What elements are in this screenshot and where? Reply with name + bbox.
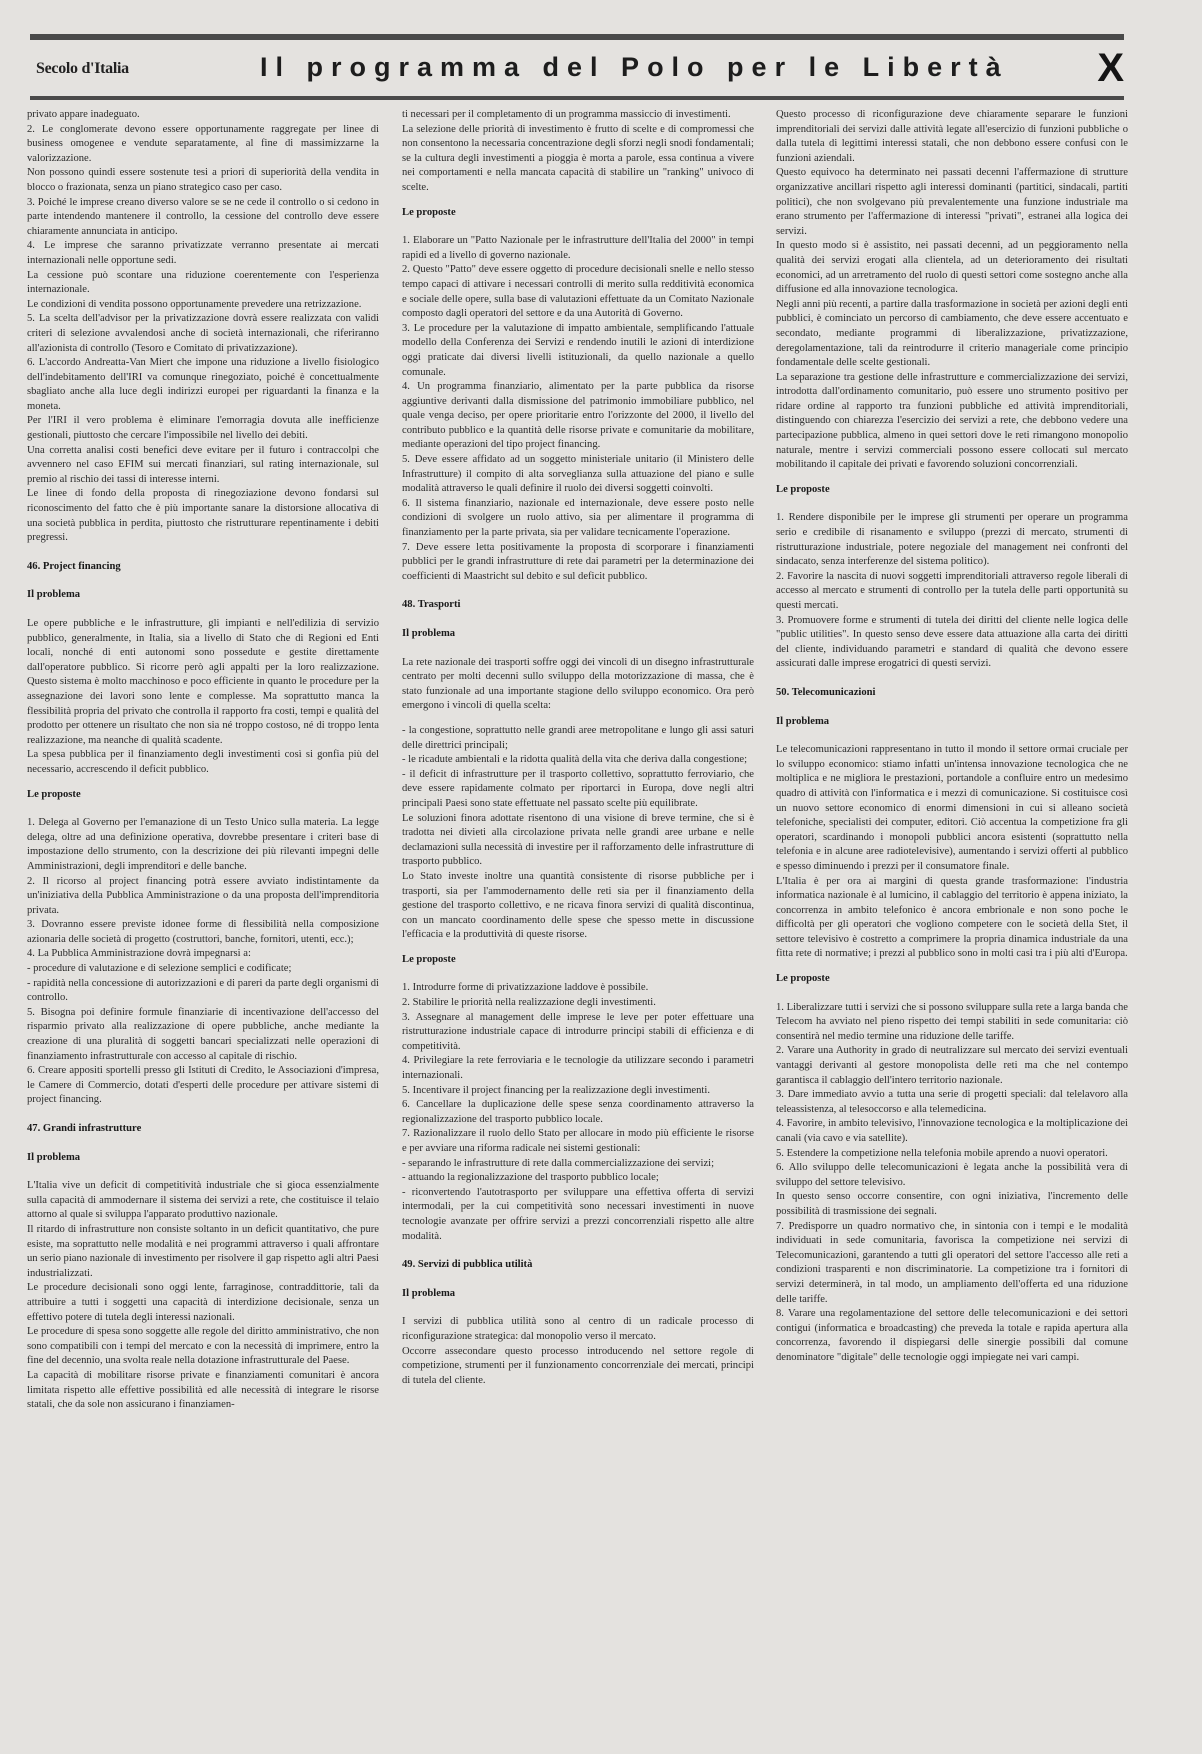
paragraph: In questo modo si è assistito, nei passati decenni, ad un peggioramento nella qualità dei servizi erogati alla clientela, ad un deterioramento dei risultati economici, ad un arretramento del ruolo di questi settori come sostegno anche alla diffusione ed alla innovazione tecnologica. <box>776 240 1128 296</box>
paragraph: 6. Cancellare la duplicazione delle spese senza coordinamento attraverso la regionalizzazione del trasporto pubblico locale. <box>402 1099 754 1125</box>
paragraph: In questo senso occorre consentire, con ogni iniziativa, l'incremento delle possibilità di trasmissione dei segnali. <box>776 1191 1128 1217</box>
spacer <box>402 714 754 724</box>
paragraph: Negli anni più recenti, a partire dalla trasformazione in società per azioni degli enti pubblici, è cominciato un percorso di cambiamento, che deve essere accentuato e secondato, mediante programmi di liberalizzazione, privatizzazione, deregolamentazione, tali da reintrodurre il criterio manageriale come principio fondamentale delle scelte gestionali. <box>776 298 1128 369</box>
paragraph: 5. Bisogna poi definire formule finanziarie di incentivazione dell'accesso del risparmio privato alla realizzazione di opere pubbliche, anche mediante la creazione di una pluralità di soggetti bancari specializzati nelle operazioni di finanziamento infrastrutturale con accesso al capitale di rischio. <box>27 1006 379 1062</box>
paragraph: Le procedure decisionali sono oggi lente, farraginose, contraddittorie, tali da attribuire a tutti i soggetti una capacità di interdizione decisionale, senza un effettivo potere di tutela degli interessi nazionali. <box>27 1282 379 1323</box>
paragraph: 3. Poiché le imprese creano diverso valore se se ne cede il controllo o si cedono in parte intendendo mantenere il controllo, la cessione del controllo deve essere chiaramente annunciata in anticipo. <box>27 196 379 237</box>
paragraph: La spesa pubblica per il finanziamento degli investimenti così si gonfia più del necessario, accrescendo il deficit pubblico. <box>27 749 379 775</box>
paragraph: 6. Creare appositi sportelli presso gli Istituti di Credito, le Associazioni d'impresa, le Camere di Commercio, dotati d'esperti delle procedure per attivare sistemi di project financing. <box>27 1065 379 1106</box>
paragraph: Il ritardo di infrastrutture non consiste soltanto in un deficit quantitativo, che pure esiste, ma soprattutto nelle modalità e nei programmi attraverso i quali affrontare un serio piano nazionale di investimento per risolvere il gap rispetto agli altri Paesi industrializzati. <box>27 1223 379 1279</box>
subheading: Il problema <box>402 1287 456 1299</box>
paragraph: 3. Dare immediato avvio a tutta una serie di progetti speciali: dal telelavoro alla teleassistenza, al telesoccorso e alla telemedicina. <box>776 1089 1128 1115</box>
paragraph: privato appare inadeguato. <box>27 109 140 120</box>
paragraph: 1. Delega al Governo per l'emanazione di un Testo Unico sulla materia. La legge delega, oltre ad una definizione operativa, dovrebbe presentare i criteri base di impostazione dello strumento, con la descrizione dei più rilevanti impegni delle Amministrazioni, degli imprenditori e delle banche. <box>27 817 379 872</box>
paragraph: 1. Introdurre forme di privatizzazione laddove è possibile. <box>402 982 649 994</box>
paragraph: 4. Le imprese che saranno privatizzate verranno presentate ai mercati internazionali nelle opportune sedi. <box>27 240 379 266</box>
paragraph: ti necessari per il completamento di un programma massiccio di investimenti. <box>402 109 731 120</box>
paragraph: 1. Liberalizzare tutti i servizi che si possono sviluppare sulla rete a larga banda che Telecom ha avviato nel pieno rispetto dei tempi stabiliti in sede comunitaria: ciò consentirà nel medio termine una riduzione delle tariffe. <box>776 1001 1128 1042</box>
paragraph: 4. Un programma finanziario, alimentato per la parte pubblica da risorse aggiuntive derivanti dalla dismissione del patrimonio immobiliare pubblico, nel quale venga deciso, per opere prioritarie entro l'orizzonte del 2000, il livello del contributo pubblico e la quantità delle risorse private e comunitarie da mobilitare, mediante operazioni del tipo project financing. <box>402 381 754 451</box>
paragraph: Le condizioni di vendita possono opportunamente prevedere una retrizzazione. <box>27 298 362 310</box>
paragraph: 3. Assegnare al management delle imprese le leve per poter effettuare una ristrutturazione industriale capace di introdurre principi stabili di efficienza e di competitività. <box>402 1011 754 1052</box>
paragraph: 7. Razionalizzare il ruolo dello Stato per allocare in modo più efficiente le risorse e per avviare una riforma radicale nei sistemi gestionali: <box>402 1128 754 1154</box>
paragraph: 3. Dovranno essere previste idonee forme di flessibilità nella composizione azionaria delle società di progetto (costruttori, banche, fornitori, utenti, ecc.); <box>27 919 379 945</box>
paragraph: 8. Varare una regolamentazione del settore delle telecomunicazioni e dei settori contigui (informatica e broadcasting) che preveda la totale e rapida apertura alla concorrenza, favorendo il dispiegarsi delle sinergie possibili dal comune denominatore "digitale" delle tecnologie oggi impiegate nei vari campi. <box>776 1308 1128 1363</box>
paragraph: 5. Deve essere affidato ad un soggetto ministeriale unitario (il Ministero delle Infrastrutture) il compito di alta sorveglianza sulla attuazione del piano e sulle modalità attraverso le quali definire il ruolo dei diversi soggetti coinvolti. <box>402 454 754 495</box>
paragraph: Non possono quindi essere sostenute tesi a priori di superiorità della vendita in blocco o frazionata, senza un piano strategico caso per caso. <box>27 167 379 193</box>
subheading: Le proposte <box>776 973 830 985</box>
paragraph: Lo Stato investe inoltre una quantità consistente di risorse pubbliche per i trasporti, sia per l'ammodernamento delle reti sia per il finanziamento della gestione del trasporto collettivo, e ne ricava finora servizi di qualità discontinua, con un mancato coordinamento delle spese che spesso mette in discussione l'efficacia e la produttività di queste risorse. <box>402 870 754 941</box>
paragraph: 1. Rendere disponibile per le imprese gli strumenti per operare un programma serio e credibile di risanamento e sviluppo (prezzi di mercato, strumenti di ristrutturazione industriale, potere negoziale del management nei confronti del sindacato, senza interferenze del sistema politico). <box>776 512 1128 568</box>
paragraph: 2. Questo "Patto" deve essere oggetto di procedure decisionali snelle e nello stesso tempo capaci di attivare i necessari controlli di merito sulla redditività economica e sociale delle opere, sulla base di valutazioni effettuate da un Comitato Nazionale composto dagli operatori del settore e da una Autorità di Governo. <box>402 264 754 320</box>
column-2 <box>402 108 754 1698</box>
section-heading: 50. Telecomunicazioni <box>776 686 876 698</box>
section-heading: 47. Grandi infrastrutture <box>27 1123 142 1134</box>
paragraph: I servizi di pubblica utilità sono al centro di un radicale processo di riconfigurazione strategica: dal monopolio verso il mercato. <box>402 1316 754 1342</box>
paragraph: Le procedure di spesa sono soggette alle regole del diritto amministrativo, che non sono compatibili con i tempi del mercato e con la necessità di imprimere, entro la fine del decennio, una svolta reale nella dotazione infrastrutturale del Paese. <box>27 1326 379 1367</box>
paragraph: Le opere pubbliche e le infrastrutture, gli impianti e nell'edilizia di servizio pubblico, generalmente, in Italia, sia a livello di Stato che di Regioni ed Enti locali, nonché di enti autonomi sono possedute e gestite direttamente dall'operatore pubblico. Si ricorre però agli appalti per la loro realizzazione. Questo sistema è molto macchinoso e poco efficiente in quanto le procedure per la assegnazione dei lavori sono lente e complesse. Ma soprattutto manca la flessibilità propria del privato che controlla il rapporto fra costi, tempi e qualità del prodotto per ottenere un risultato che non sia né troppo costoso, né di troppo lenta realizzazione, ma neanche di qualità scadente. <box>27 618 379 746</box>
subheading: Il problema <box>776 715 830 727</box>
column-3 <box>776 108 1128 1698</box>
column-1 <box>27 108 379 1698</box>
paragraph: 6. L'accordo Andreatta-Van Miert che impone una riduzione a livello fisiologico dell'indebitamento dell'IRI va comunque rinegoziato, poiché è concettualmente sbagliato anche alla luce degli indirizzi europei per riguardanti la finanza e la moneta. <box>27 357 379 412</box>
paragraph: - riconvertendo l'autotrasporto per sviluppare una effettiva offerta di servizi intermodali, per la cui competitività sono necessari investimenti in nuove tecnologie avanzate per offrire servizi a prezzi concorrenziali rispetto alle altre modalità. <box>402 1186 754 1242</box>
paragraph: L'Italia vive un deficit di competitività industriale che si gioca essenzialmente sulla capacità di ammodernare il sistema dei servizi a rete, che costituisce il telaio attorno al quale si sviluppa l'apparato produttivo nazionale. <box>27 1180 379 1221</box>
header-rule-bottom <box>30 96 1124 100</box>
paragraph: 2. Favorire la nascita di nuovi soggetti imprenditoriali attraverso regole liberali di accesso al mercato e strumenti di controllo per la tutela delle parti opportunità su questi mercati. <box>776 570 1128 611</box>
paragraph: 1. Elaborare un "Patto Nazionale per le infrastrutture dell'Italia del 2000" in tempi rapidi ed a livello di governo nazionale. <box>402 235 754 261</box>
paragraph: 2. Il ricorso al project financing potrà essere avviato indistintamente da un'iniziativa della Pubblica Amministrazione o da una proposta dell'imprenditoria privata. <box>27 875 379 916</box>
paragraph: Per l'IRI il vero problema è eliminare l'emorragia dovuta alle inefficienze gestionali, piuttosto che cercare l'impossibile nel livello dei debiti. <box>27 415 379 442</box>
paragraph: 4. La Pubblica Amministrazione dovrà impegnarsi a: <box>27 948 251 960</box>
subheading: Il problema <box>27 589 81 601</box>
paragraph: - attuando la regionalizzazione del trasporto pubblico locale; <box>402 1172 659 1184</box>
page-header <box>30 48 1124 94</box>
paragraph: 2. Varare una Authority in grado di neutralizzare sul mercato dei servizi eventuali vantaggi derivanti al gestore monopolista delle reti ma che nel contempo garantisca il cablaggio dell'intero territorio nazionale. <box>776 1045 1128 1086</box>
section-heading: 48. Trasporti <box>402 599 461 611</box>
subheading: Le proposte <box>776 483 830 495</box>
paragraph: - le ricadute ambientali e la ridotta qualità della vita che deriva dalla congestione; <box>402 754 748 766</box>
paragraph: - separando le infrastrutture di rete dalla commercializzazione dei servizi; <box>402 1157 715 1169</box>
paragraph: Una corretta analisi costi benefici deve evitare per il futuro i contraccolpi che avvennero nel caso EFIM sui mercati finanziari, sul rating internazionale, sul premio al rischio dei tassi di interesse interni. <box>27 444 379 485</box>
subheading: Il problema <box>402 628 456 639</box>
paragraph: 5. Incentivare il project financing per la realizzazione degli investimenti. <box>402 1084 710 1096</box>
paragraph: La rete nazionale dei trasporti soffre oggi dei vincoli di un disegno infrastrutturale centrato per molti decenni sullo sviluppo della motorizzazione di massa, che è stato funzionale ad una importante stagione dello sviluppo economico. Ora però emergono i vincoli di quella scelta: <box>402 656 754 712</box>
paragraph: 2. Le conglomerate devono essere opportunamente raggregate per linee di business omogenee e vendute separatamente, al fine di massimizzarne la valorizzazione. <box>27 123 379 164</box>
paragraph: 7. Deve essere letta positivamente la proposta di scorporare i finanziamenti pubblici per le grandi infrastrutture di rete dai parametri per la determinazione dei coefficienti di Maastricht sul debito e sul deficit pubblico. <box>402 541 754 582</box>
paragraph: 5. La scelta dell'advisor per la privatizzazione dovrà essere realizzata con validi criteri di selezione avvalendosi anche di società internazionali, che riferiranno all'azionista di controllo (Tesoro e Comitato di privatizzazione). <box>27 313 379 354</box>
subheading: Il problema <box>27 1151 81 1163</box>
paragraph: Le linee di fondo della proposta di rinegoziazione devono fondarsi sul riconoscimento del fatto che è più importante sanare la distorsione allocativa di una società pubblica in perdita, piuttosto che ristrutturare repentinamente i debiti pregressi. <box>27 488 379 544</box>
paragraph: - rapidità nella concessione di autorizzazioni e di pareri da parte degli organismi di controllo. <box>27 977 379 1004</box>
paragraph: 5. Estendere la competizione nella telefonia mobile aprendo a nuovi operatori. <box>776 1147 1108 1159</box>
paragraph: La capacità di mobilitare risorse private e finanziamenti comunitari è ancora limitata rispetto alle effettive possibilità ed alle necessità di integrare le risorse statali, che da sole non assicurano i finanziamen- <box>27 1369 379 1411</box>
paragraph: 4. Favorire, in ambito televisivo, l'innovazione tecnologica e la moltiplicazione dei canali (via cavo e via satellite). <box>776 1118 1128 1144</box>
paragraph: 3. Le procedure per la valutazione di impatto ambientale, semplificando l'attuale modello della Conferenza dei Servizi e rendendo inutili le azioni di interdizione oggi praticate dai diversi livelli istituzionali, da quello nazionale a quello comunale. <box>402 322 754 378</box>
section-number: X <box>1097 46 1124 90</box>
subheading: Le proposte <box>402 953 456 965</box>
paragraph: 6. Il sistema finanziario, nazionale ed internazionale, deve essere posto nelle condizioni di svolgere un ruolo attivo, sia per alimentare il programma di finanziamento per la parte privata, sia per validare tecnicamente l'operazione. <box>402 497 754 539</box>
paragraph: Questo processo di riconfigurazione deve chiaramente separare le funzioni imprenditoriali dei servizi dalle attività legate all'esercizio di funzioni pubbliche o dalla tutela di legittimi interessi statali, che non debbono essere confusi con le funzioni aziendali. <box>776 109 1128 164</box>
section-heading: 46. Project financing <box>27 560 121 572</box>
paragraph: Occorre assecondare questo processo introducendo nel settore regole di competizione, strumenti per il funzionamento concorrenziale dei mercati, principi di tutela del cliente. <box>402 1345 754 1386</box>
paragraph: Le telecomunicazioni rappresentano in tutto il mondo il settore ormai cruciale per lo sviluppo economico: stiamo infatti un'intensa innovazione tecnologica che ne moltiplica e ne migliora le prestazioni, portandole a confluire entro un medesimo quadro di attività con l'informatica e i mezzi di comunicazione. Si costituisce così un nuovo settore economico di enormi dimensioni in cui si alleano società telefoniche, specialisti dei computer, editori. Ciò accentua la competizione fra gli operatori, scardinando i monopoli pubblici ancora esistenti (soprattutto nella telefonia e in alcune aree radiotelevisive), aumentando i servizi offerti al pubblico e spesso diminuendo i prezzi per il consumatore finale. <box>776 744 1128 872</box>
paragraph: 4. Privilegiare la rete ferroviaria e le tecnologie da utilizzare secondo i parametri internazionali. <box>402 1055 754 1082</box>
paragraph: 3. Promuovere forme e strumenti di tutela dei diritti del cliente nelle logica delle "public utilities". In questo senso deve essere data attuazione alla carta dei diritti del cliente, individuando parametri e standard di qualità che devono essere assicurati dalle imprese erogatrici di questi servizi. <box>776 614 1128 670</box>
masthead: Secolo d'Italia <box>36 60 129 77</box>
paragraph: - procedure di valutazione e di selezione semplici e codificate; <box>27 963 292 975</box>
section-heading: 49. Servizi di pubblica utilità <box>402 1259 533 1271</box>
page-title: Il programma del Polo per le Libertà <box>260 52 1009 82</box>
subheading: Le proposte <box>402 206 456 218</box>
paragraph: La cessione può scontare una riduzione coerentemente con l'esperienza internazionale. <box>27 269 379 296</box>
paragraph: 7. Predisporre un quadro normativo che, in sintonia con i tempi e le modalità individuati in sede comunitaria, favorisca la competizione nei servizi di Telecomunicazioni, garantendo a tutti gli operatori del settore l'accesso alle reti a condizioni trasparenti e non discriminatorie. La competizione tra i fornitori di servizi determinerà, in tal modo, un ampliamento dell'offerta ed una riduzione delle tariffe. <box>776 1220 1128 1305</box>
paragraph: - la congestione, soprattutto nelle grandi aree metropolitane e lungo gli assi saturi delle direttrici principali; <box>402 724 754 751</box>
header-rule-top <box>30 34 1124 40</box>
paragraph: L'Italia è per ora ai margini di questa grande trasformazione: l'industria informatica nazionale è al lumicino, il cablaggio del territorio è appena iniziato, la concorrenza in ambito telefonico è ancora embrionale e non sono poche le difficoltà per gli operatori che vogliono competere con le società della Stet, il settore televisivo è costretto a comprimere la propria dinamica industriale da una fitta rete di normative; i prezzi al pubblico sono in molti casi tra i più alti d'Europa. <box>776 875 1128 960</box>
paragraph: La separazione tra gestione delle infrastrutture e commercializzazione dei servizi, introdotta dall'ordinamento comunitario, può essere uno strumento positivo per ridare ordine al rapporto tra funzioni pubbliche ed attività imprenditoriali, distinguendo con chiarezza l'esercizio dei servizi a rete, che debbono vedere una partecipazione pubblica, almeno in quei settori dove le reti rimangono monopolio naturale, mentre i servizi commerciali possono essere collocati sul mercato mobilitando il capitale dei privati e favorendo soluzioni concorrenziali. <box>776 371 1128 471</box>
paragraph: - il deficit di infrastrutture per il trasporto collettivo, soprattutto ferroviario, che deve essere rapidamente colmato per riportarci in Europa, dove negli altri principali Paesi sono state effettuate nel passato scelte più equilibrate. <box>402 768 754 809</box>
paragraph: Questo equivoco ha determinato nei passati decenni l'affermazione di strutture organizzative ancillari rispetto agli interessi dominanti (partitici, sindacali, partiti politici), che non svolgevano più prevalentemente una funzione industriale ma erano strumento per l'affermazione di interessi "privati", estranei alla logica dei servizi. <box>776 167 1128 237</box>
subheading: Le proposte <box>27 788 81 800</box>
paragraph: 2. Stabilire le priorità nella realizzazione degli investimenti. <box>402 997 656 1009</box>
paragraph: La selezione delle priorità di investimento è frutto di scelte e di compromessi che non consentono la necessaria concentrazione degli sforzi negli snodi fondamentali; se la cultura degli investimenti a pioggia è morta a parole, essa continua a vivere nei comportamenti e nella mancata capacità di stabilire un "ranking" univoco di scelte. <box>402 123 754 193</box>
paragraph: 6. Allo sviluppo delle telecomunicazioni è legata anche la possibilità vera di sviluppo del settore televisivo. <box>776 1162 1128 1188</box>
paragraph: Le soluzioni finora adottate risentono di una visione di breve termine, che si è tradotta nei divieti alla circolazione privata nelle grandi aree urbane e nelle declamazioni sulla necessità di investire per il rafforzamento delle infrastrutture di trasporto pubblico. <box>402 812 754 868</box>
